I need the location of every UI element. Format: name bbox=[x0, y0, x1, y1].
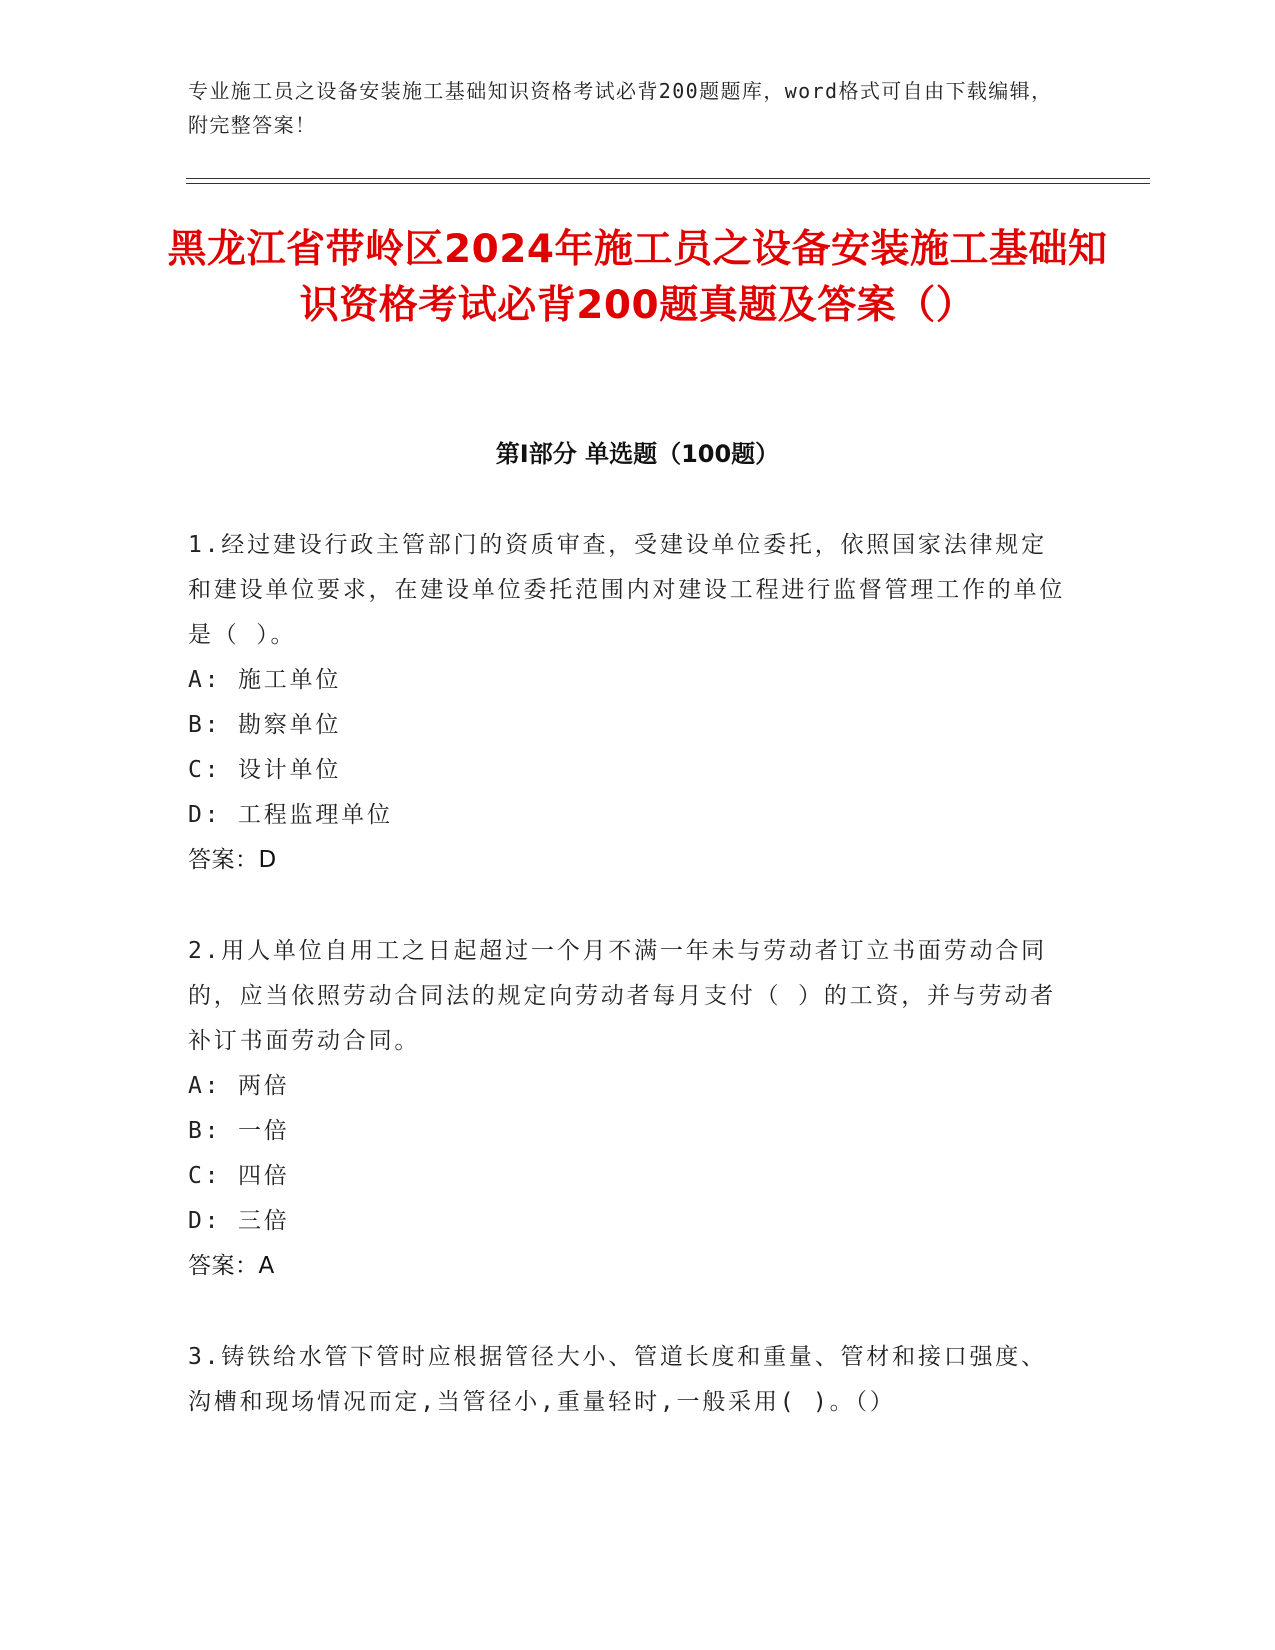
question-stem: 1.经过建设行政主管部门的资质审查，受建设单位委托，依照国家法律规定和建设单位要求，在建设单位委托范围内对建设工程进行监督管理工作的单位是（ ）。 bbox=[188, 532, 1066, 648]
section-heading: 第Ⅰ部分 单选题（100题） bbox=[495, 440, 780, 468]
answer: 答案：D bbox=[188, 847, 277, 873]
option-c: C: 设计单位 bbox=[188, 757, 342, 783]
option-b: B: 一倍 bbox=[188, 1118, 290, 1144]
question-stem: 3.铸铁给水管下管时应根据管径大小、管道长度和重量、管材和接口强度、沟槽和现场情况而定,当管径小,重量轻时,一般采用( )。（） bbox=[188, 1344, 1047, 1415]
answer: 答案：A bbox=[188, 1253, 275, 1279]
question-3 bbox=[188, 1335, 1068, 1425]
option-c: C: 四倍 bbox=[188, 1163, 290, 1189]
header-divider-top bbox=[186, 178, 1150, 179]
document-title: 黑龙江省带岭区2024年施工员之设备安装施工基础知识资格考试必背200题真题及答案（） bbox=[167, 227, 1108, 328]
header-note: 专业施工员之设备安装施工基础知识资格考试必背200题题库，word格式可自由下载编辑，附完整答案！ bbox=[188, 79, 1053, 137]
option-b: B: 勘察单位 bbox=[188, 712, 342, 738]
header-divider-bottom bbox=[186, 183, 1150, 184]
question-1 bbox=[188, 523, 1068, 883]
option-d: D: 三倍 bbox=[188, 1208, 290, 1234]
option-d: D: 工程监理单位 bbox=[188, 802, 393, 828]
question-stem: 2.用人单位自用工之日起超过一个月不满一年未与劳动者订立书面劳动合同的，应当依照劳动合同法的规定向劳动者每月支付（ ）的工资，并与劳动者补订书面劳动合同。 bbox=[188, 938, 1057, 1054]
question-2 bbox=[188, 929, 1068, 1289]
option-a: A: 施工单位 bbox=[188, 667, 342, 693]
option-a: A: 两倍 bbox=[188, 1073, 290, 1099]
